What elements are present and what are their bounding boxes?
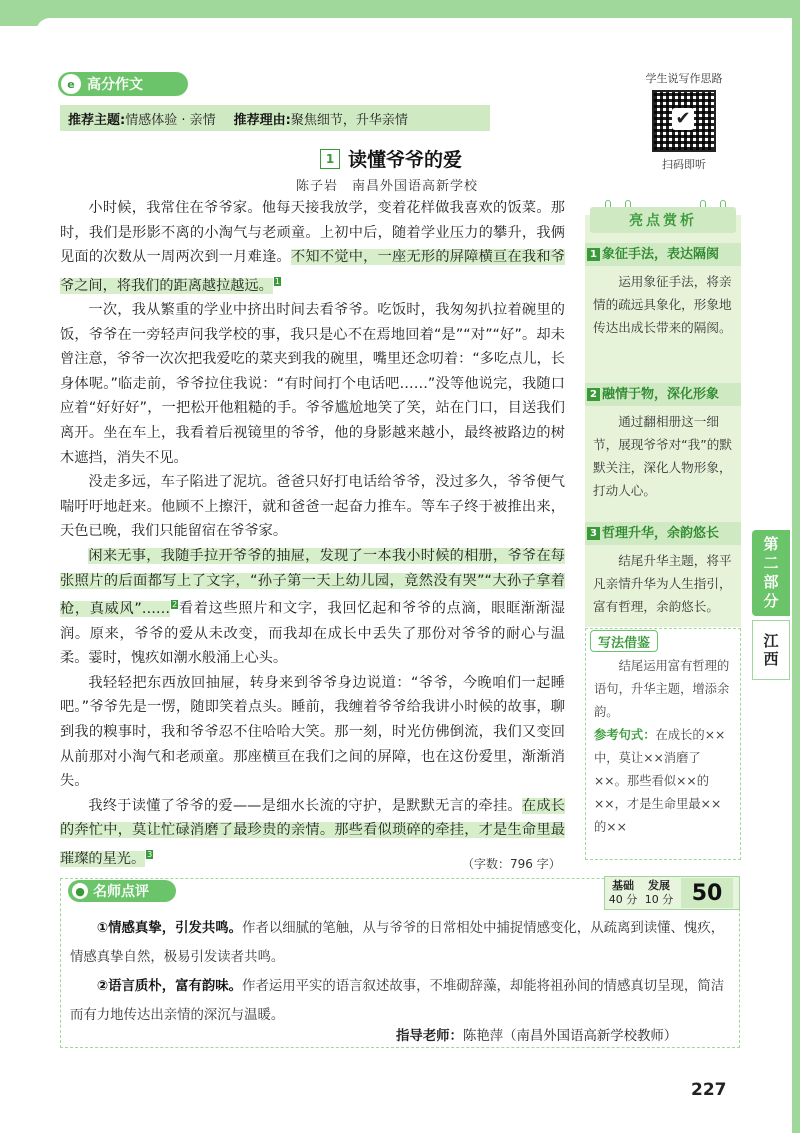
qr-code-icon[interactable] bbox=[652, 90, 716, 152]
section-badge-icon: e bbox=[61, 74, 81, 94]
region-tab: 江 西 bbox=[752, 620, 790, 680]
paragraph-5: 我轻轻把东西放回抽屉，转身来到爷爷身边说道：“爷爷，今晚咱们一起睡吧。”爷爷先是一愣，随即笑着点头。睡前，我缠着爷爷给我讲小时候的故事，聊到我的糗事时，我和爷爷忍不住哈哈大笑。那一刻，时光仿佛倒流，我们又变回从前那对小淘气和老顽童。那座横亘在我们之间的屏障，也在这份爱里，渐渐消失。 bbox=[60, 674, 565, 790]
annotation-mark-2: 2 bbox=[172, 600, 178, 610]
score-basic: 基础 40 分 bbox=[608, 879, 638, 906]
reason-value: 聚焦细节，升华亲情 bbox=[290, 112, 408, 128]
section-tag bbox=[58, 72, 188, 96]
page-number: 227 bbox=[691, 1080, 727, 1100]
essay-title-row bbox=[320, 145, 462, 172]
highlight-1: 不知不觉中，一座无形的屏障横亘在我和爷爷之间，将我们的距离越拉越远。 bbox=[60, 249, 565, 294]
mentor-credit: 指导老师：陈艳萍（南昌外国语高新学校教师） bbox=[396, 1029, 678, 1044]
review-text bbox=[70, 914, 734, 1030]
essay-title: 读懂爷爷的爱 bbox=[348, 149, 463, 171]
writing-tip-text: 结尾运用富有哲理的语句，升华主题，增添余韵。 bbox=[594, 659, 730, 719]
note-body: 运用象征手法，将亲情的疏远具象化，形象地传达出成长带来的隔阂。 bbox=[593, 274, 732, 335]
part-tab: 第 二 部 分 bbox=[752, 530, 790, 616]
person-icon: ● bbox=[72, 883, 88, 899]
essay-author: 陈子岩 南昌外国语高新学校 bbox=[296, 179, 479, 194]
highlight-2: 闲来无事，我随手拉开爷爷的抽屉，发现了一本我小时候的相册，爷爷在每张照片的后面都写上了文字，“孙子第一天上幼儿园，竟然没有哭”“大孙子拿着枪，真威风”…… bbox=[60, 548, 565, 617]
note-number: 1 bbox=[587, 248, 600, 261]
score-dev: 发展 10 分 bbox=[644, 879, 674, 906]
section-label: 高分作文 bbox=[87, 77, 143, 93]
qr-caption-top: 学生说写作思路 bbox=[645, 72, 723, 85]
reason-label: 推荐理由: bbox=[233, 112, 291, 128]
theme-value: 情感体验 · 亲情 bbox=[125, 112, 216, 128]
note-number: 2 bbox=[587, 388, 600, 401]
review-comment-2: ②语言质朴，富有韵味。作者运用平实的语言叙述故事，不堆砌辞藻，却能将祖孙间的情感真切呈现，简洁而有力地传达出亲情的深沉与温暖。 bbox=[70, 979, 725, 1023]
check-icon: ✔ bbox=[672, 108, 694, 130]
annotation-mark-1: 1 bbox=[274, 276, 280, 286]
highlight-note-2 bbox=[585, 383, 741, 502]
recommend-bar bbox=[60, 105, 490, 131]
review-comment-1: ①情感真挚，引发共鸣。作者以细腻的笔触，从与爷爷的日常相处中捕捉情感变化，从疏离到读懂、愧疚，情感真挚自然，极易引发读者共鸣。 bbox=[70, 921, 725, 965]
note-title: 哲理升华，余韵悠长 bbox=[602, 526, 720, 541]
paragraph-3: 没走多远，车子陷进了泥坑。爸爸只好打电话给爷爷，没过多久，爷爷便气喘吁吁地赶来。他顾不上擦汗，就和爸爸一起奋力推车。等车子终于被推出来，天色已晚，我们只能留宿在爷爷家。 bbox=[60, 474, 565, 540]
qr-block[interactable] bbox=[624, 70, 744, 172]
reference-sentence: 参考句式：在成长的××中，莫让××消磨了××。那些看似××的××，才是生命里最××的×× bbox=[594, 728, 726, 834]
essay-body bbox=[60, 196, 565, 871]
right-color-band bbox=[792, 18, 800, 1133]
review-tag: ● 名师点评 bbox=[68, 880, 176, 902]
paragraph-2: 一次，我从繁重的学业中挤出时间去看爷爷。吃饭时，我匆匆扒拉着碗里的饭，爷爷在一旁轻声问我学校的事，我只是心不在焉地回着“是”“对”“好”。却未曾注意，爷爷一次次把我爱吃的菜夹到我的碗里，嘴里还念叨着：“多吃点儿，长身体呢。”临走前，爷爷拉住我说：“有时间打个电话吧……”没等他说完，我随口应着“好好好”，一把松开他粗糙的手。爷爷尴尬地笑了笑，站在门口，目送我们离开。坐在车上，我看着后视镜里的爷爷，他的身影越来越小，最终被路边的树木遮挡，消失不见。 bbox=[60, 302, 565, 466]
highlight-note-3 bbox=[585, 522, 741, 618]
highlight-3: 在成长的奔忙中，莫让忙碌消磨了最珍贵的亲情。那些看似琐碎的牵挂，才是生命里最璀璨的星光。 bbox=[60, 797, 565, 867]
note-title: 象征手法，表达隔阂 bbox=[602, 247, 720, 262]
score-total: 50 bbox=[681, 878, 733, 908]
writing-tip-tag: 写法借鉴 bbox=[590, 630, 658, 652]
note-title: 融情于物，深化形象 bbox=[602, 387, 720, 402]
note-body: 结尾升华主题，将平凡亲情升华为人生指引，富有哲理，余韵悠长。 bbox=[593, 553, 732, 614]
word-count: （字数：796 字） bbox=[462, 857, 561, 871]
highlight-note-1 bbox=[585, 243, 741, 339]
note-body: 通过翻相册这一细节，展现爷爷对“我”的默默关注，深化人物形象，打动人心。 bbox=[593, 414, 732, 498]
writing-tip-body bbox=[590, 655, 736, 839]
score-box bbox=[604, 876, 740, 910]
qr-caption-bottom: 扫码即听 bbox=[662, 158, 706, 171]
annotation-mark-3: 3 bbox=[147, 849, 153, 859]
theme-label: 推荐主题: bbox=[68, 112, 126, 128]
highlights-heading: 亮点赏析 bbox=[590, 207, 736, 233]
note-number: 3 bbox=[587, 527, 600, 540]
paragraph-4: 闲来无事，我随手拉开爷爷的抽屉，发现了一本我小时候的相册，爷爷在每张照片的后面都写上了文字，“孙子第一天上幼儿园，竟然没有哭”“大孙子拿着枪，真威风”…… $^2$看着这些照片和文字，我回忆起和爷爷的点滴，眼眶渐渐湿润。原来，爷爷的爱从未改变，而我却在成长中丢失了那份对爷爷的耐心与温柔。霎时，愧疚如潮水般涌上心头。 bbox=[60, 548, 565, 667]
paragraph-6: 我终于读懂了爷爷的爱——是细水长流的守护，是默默无言的牵挂。在成长的奔忙中，莫让忙碌消磨了最珍贵的亲情。那些看似琐碎的牵挂，才是生命里最璀璨的星光。 $^3$ bbox=[60, 797, 565, 867]
paragraph-1: 小时候，我常住在爷爷家。他每天接我放学，变着花样做我喜欢的饭菜。那时，我们是形影不离的小淘气与老顽童。上初中后，随着学业压力的攀升，我俩见面的次数从一周两次到一月难逢。不知不觉中，一座无形的屏障横亘在我和爷爷之间，将我们的距离越拉越远。 $^1$ bbox=[60, 200, 565, 294]
essay-number: 1 bbox=[320, 149, 340, 169]
